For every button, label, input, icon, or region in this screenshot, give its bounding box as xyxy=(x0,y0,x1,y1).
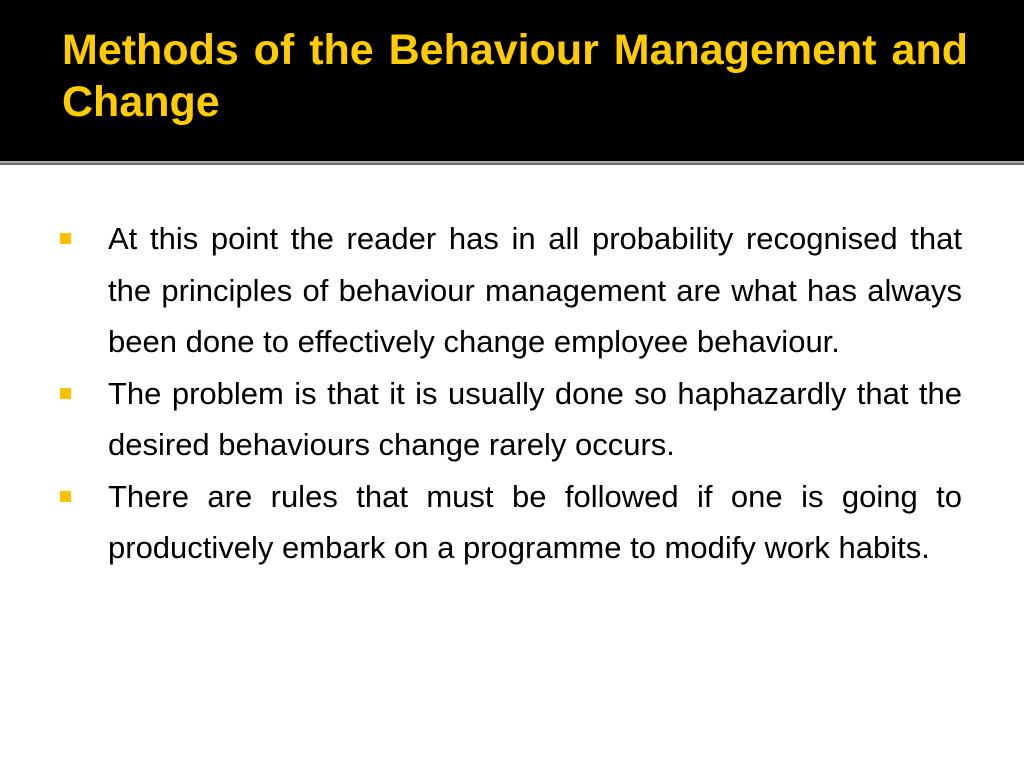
square-bullet-icon xyxy=(60,388,71,399)
square-bullet-icon xyxy=(60,233,71,244)
bullet-text: There are rules that must be followed if one is going to productively embark on a programme to modify work habits. xyxy=(108,478,962,565)
bullet-item xyxy=(60,213,962,368)
bullet-item xyxy=(60,471,962,574)
bullet-text: The problem is that it is usually done so haphazardly that the desired behaviours change rarely occurs. xyxy=(108,375,962,462)
bullet-list xyxy=(60,213,962,574)
slide-title: Methods of the Behaviour Management and Change xyxy=(62,26,968,126)
slide-body xyxy=(0,165,1024,768)
square-bullet-icon xyxy=(60,491,71,502)
title-bar xyxy=(0,0,1024,160)
bullet-text: At this point the reader has in all probability recognised that the principles of behaviour management are what has always been done to effectively change employee behaviour. xyxy=(108,221,962,359)
bullet-item xyxy=(60,368,962,471)
